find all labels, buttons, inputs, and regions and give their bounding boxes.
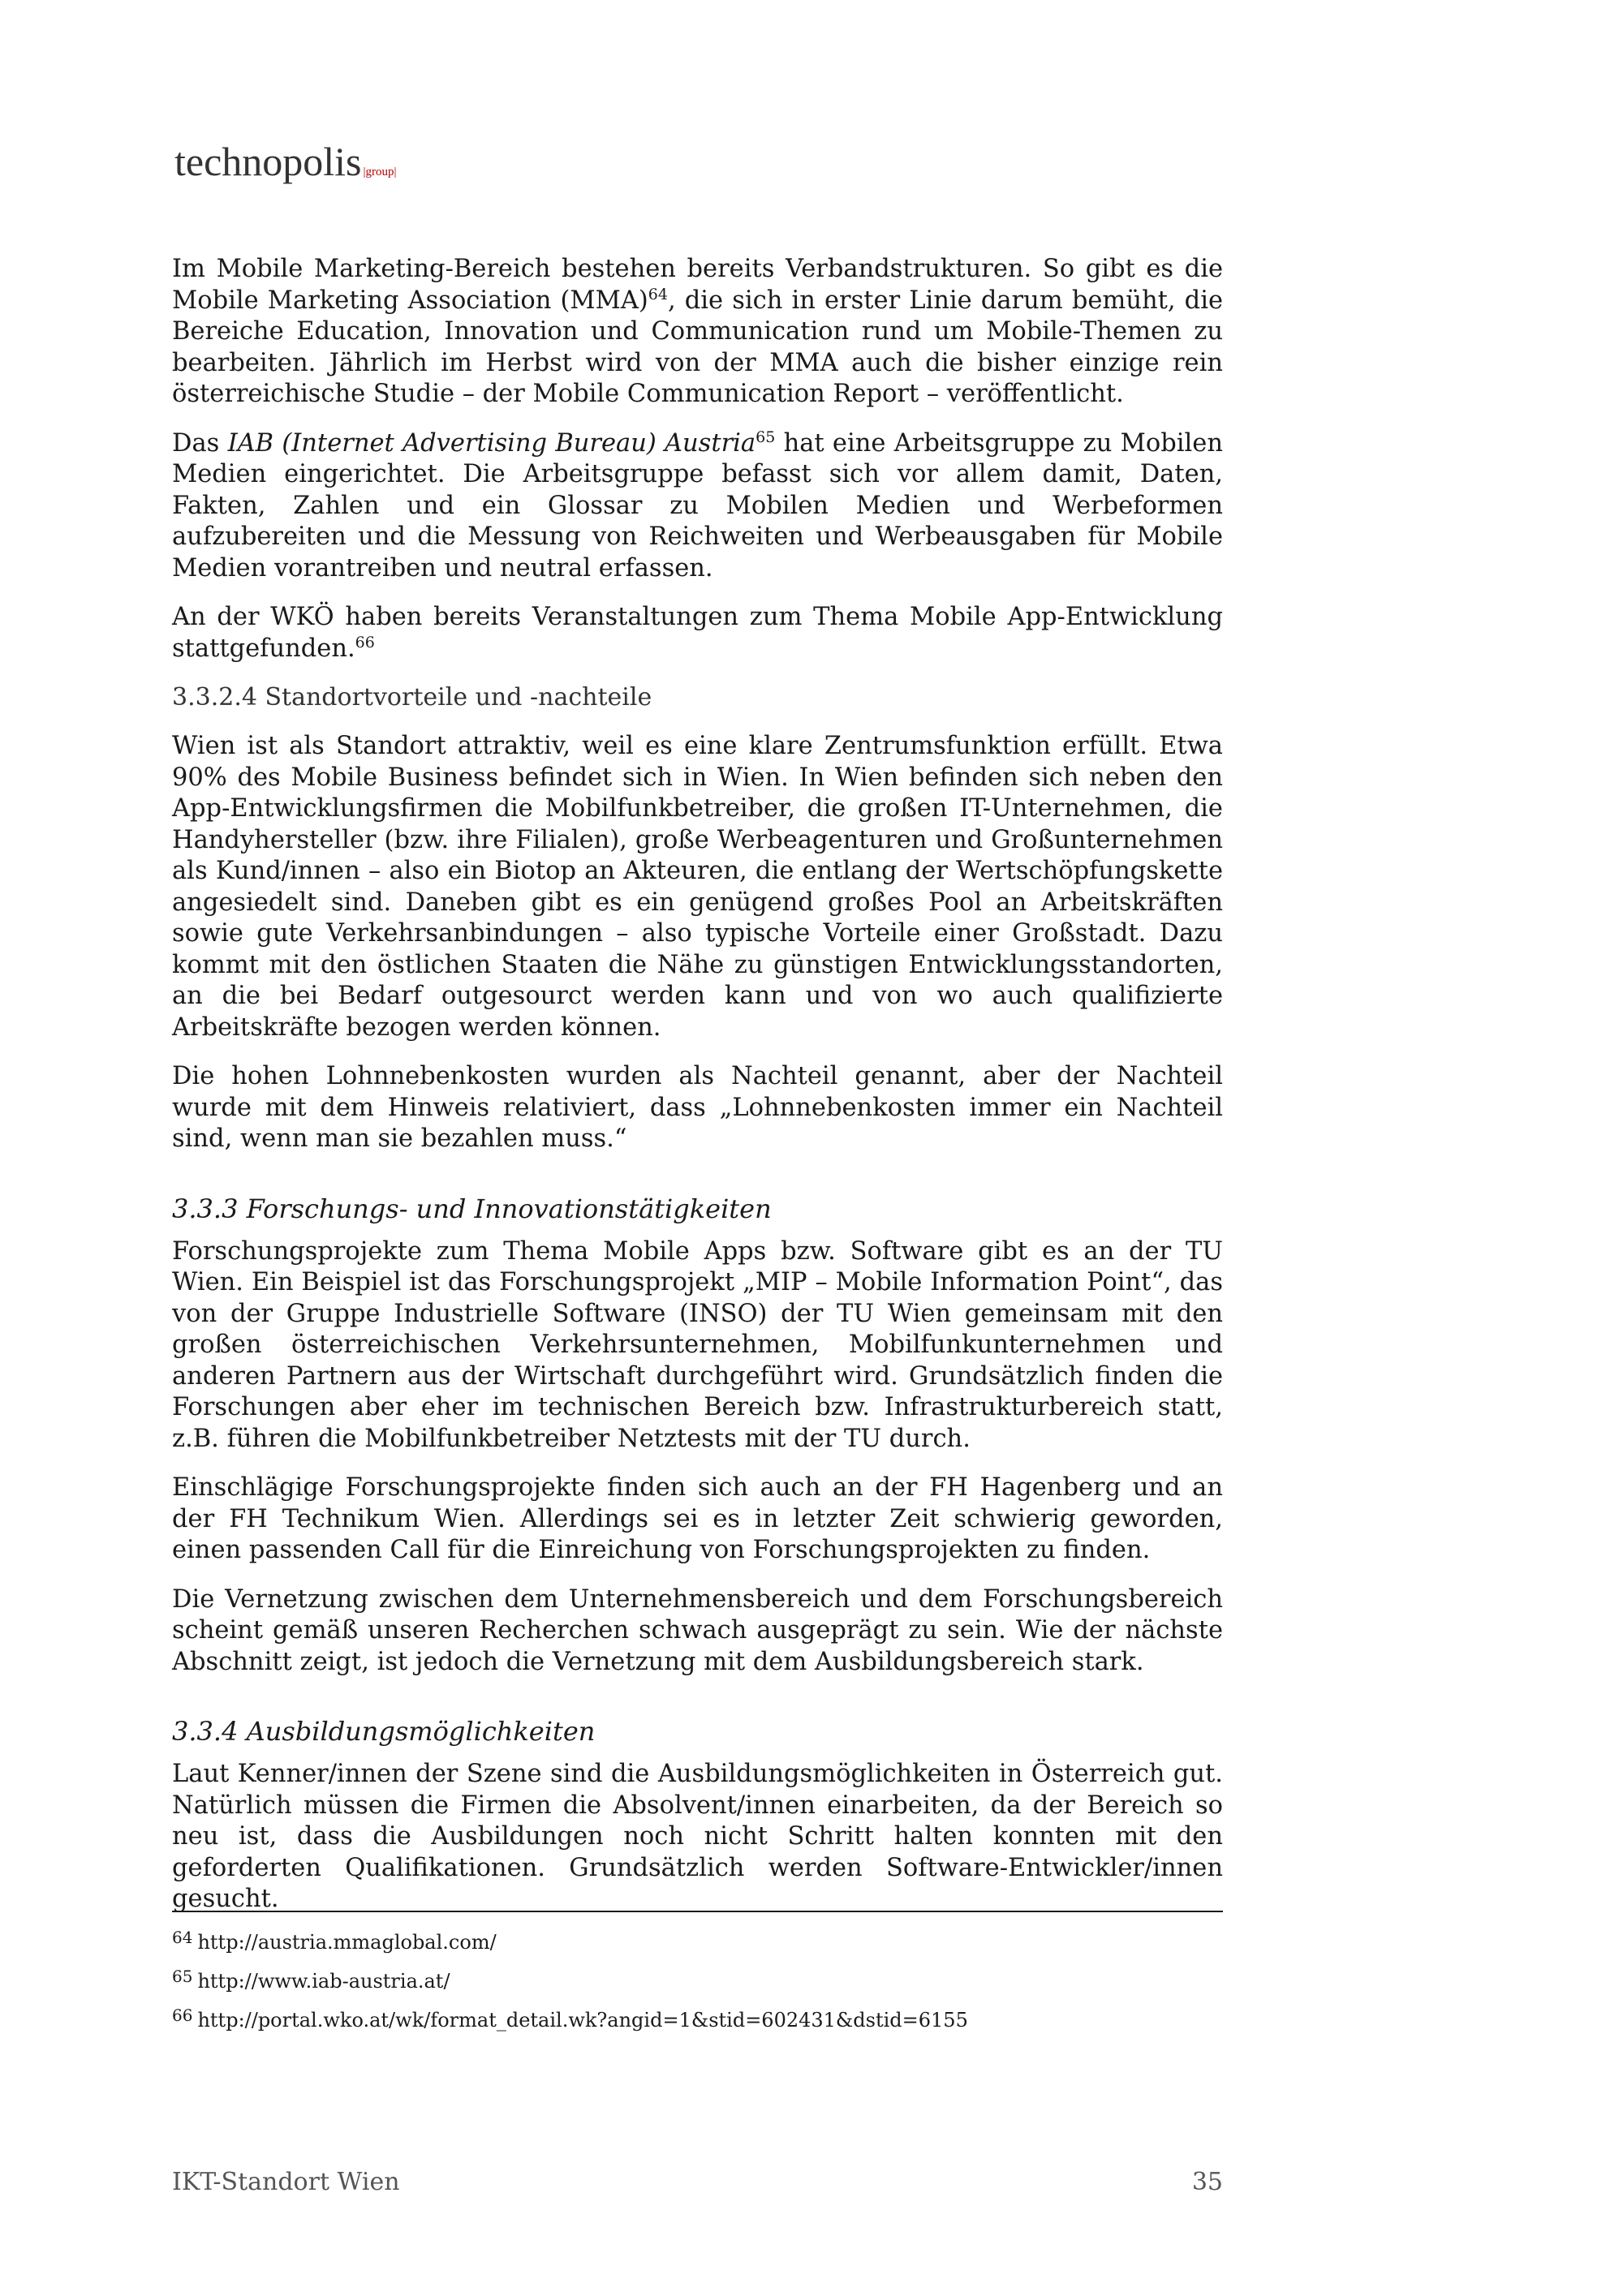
footnote-link[interactable]: http://portal.wko.at/wk/format_detail.wk?angid=1&stid=602431&dstid=6155 bbox=[197, 2009, 968, 2032]
footnote-number: 64 bbox=[172, 1928, 193, 1947]
paragraph-text: An der WKÖ haben bereits Veranstaltungen zum Thema Mobile App-Entwicklung stattgefunden. bbox=[172, 603, 1223, 663]
paragraph-text: Das bbox=[172, 428, 228, 458]
heading-3-3-3: 3.3.3 Forschungs- und Innovationstätigkeiten bbox=[172, 1193, 772, 1224]
paragraph-iab bbox=[172, 428, 1223, 585]
paragraph-text: Im Mobile Marketing-Bereich bestehen bereits Verbandstrukturen. So gibt es die Mobile Marketing Association (MMA) bbox=[172, 255, 1223, 315]
iab-name-italic: IAB (Internet Advertising Bureau) Austria bbox=[227, 428, 756, 458]
footer-page-number: 35 bbox=[1191, 2168, 1223, 2196]
heading-3-3-2-4: 3.3.2.4 Standortvorteile und -nachteile bbox=[172, 683, 652, 712]
footnote-link[interactable]: http://www.iab-austria.at/ bbox=[197, 1970, 450, 1993]
paragraph-standort-vorteile: Wien ist als Standort attraktiv, weil es eine klare Zentrumsfunktion erfüllt. Etwa 90% des Mobile Business befindet sich in Wien. In Wien befinden sich neben den App-Entwicklungsfirmen die Mobilfunkbetreiber, die großen IT-Unternehmen, die Handyhersteller (bzw. ihre Filialen), große Werbeagenturen und Großunternehmen als Kund/innen – also ein Biotop an Akteuren, die entlang der Wertschöpfungskette angesiedelt sind. Daneben gibt es ein genügend großes Pool an Arbeitskräften sowie gute Verkehrsanbindungen – also typische Vorteile einer Großstadt. Dazu kommt mit den östlichen Staaten die Nähe zu günstigen Entwicklungsstandorten, an die bei Bedarf outgesourct werden kann und von wo auch qualifizierte Arbeitskräfte bezogen werden können. bbox=[172, 732, 1223, 1042]
footer-document-title: IKT-Standort Wien bbox=[172, 2168, 400, 2196]
footnote-ref-64[interactable]: 64 bbox=[648, 285, 668, 303]
footnote-divider bbox=[172, 1911, 1223, 1912]
footnote-number: 66 bbox=[172, 2006, 193, 2025]
footnote-66 bbox=[172, 2003, 1223, 2032]
paragraph-einschlaegige: Einschlägige Forschungsprojekte finden sich auch an der FH Hagenberg und an der FH Technikum Wien. Allerdings sei es in letzter Zeit schwierig geworden, einen passenden Call für die Einreichung von Forschungsprojekten zu finden. bbox=[172, 1473, 1223, 1564]
technopolis-logo bbox=[174, 138, 397, 185]
footnote-ref-65[interactable]: 65 bbox=[756, 428, 776, 446]
document-body bbox=[172, 254, 1223, 1933]
footnotes-section bbox=[172, 1911, 1223, 2042]
footnote-link[interactable]: http://austria.mmaglobal.com/ bbox=[197, 1931, 497, 1954]
paragraph-text-rest: hat eine Arbeitsgruppe zu Mobilen Medien eingerichtet. Die Arbeitsgruppe befasst sich vor allem damit, Daten, Fakten, Zahlen und ein Glossar zu Mobilen Medien und Werbeformen aufzubereiten und die Messung von Reichweiten und Werbeausgaben für Mobile Medien vorantreiben und neutral erfassen. bbox=[172, 428, 1223, 583]
footnote-number: 65 bbox=[172, 1967, 193, 1986]
paragraph-wko bbox=[172, 602, 1223, 664]
logo-main-text: technopolis bbox=[174, 139, 362, 184]
paragraph-lohnnebenkosten: Die hohen Lohnnebenkosten wurden als Nachteil genannt, aber der Nachteil wurde mit dem Hinweis relativiert, dass „Lohnnebenkosten immer ein Nachteil sind, wenn man sie bezahlen muss.“ bbox=[172, 1062, 1223, 1153]
paragraph-mma bbox=[172, 254, 1223, 411]
heading-3-3-4: 3.3.4 Ausbildungsmöglichkeiten bbox=[172, 1716, 596, 1747]
footnote-ref-66[interactable]: 66 bbox=[355, 633, 375, 651]
footnote-65 bbox=[172, 1964, 1223, 1993]
footnote-64 bbox=[172, 1925, 1223, 1954]
paragraph-ausbildung: Laut Kenner/innen der Szene sind die Ausbildungsmöglichkeiten in Österreich gut. Natürlich müssen die Firmen die Absolvent/innen einarbeiten, da der Bereich so neu ist, dass die Ausbildungen noch nicht Schritt halten konnten mit den geforderten Qualifikationen. Grundsätzlich werden Software-Entwickler/innen gesucht. bbox=[172, 1760, 1223, 1913]
paragraph-vernetzung: Die Vernetzung zwischen dem Unternehmensbereich und dem Forschungsbereich scheint gemäß unseren Recherchen schwach ausgeprägt zu sein. Wie der nächste Abschnitt zeigt, ist jedoch die Vernetzung mit dem Ausbildungsbereich stark. bbox=[172, 1584, 1223, 1676]
paragraph-forschungsprojekte: Forschungsprojekte zum Thema Mobile Apps bzw. Software gibt es an der TU Wien. Ein Beispiel ist das Forschungsprojekt „MIP – Mobile Information Point“, das von der Gruppe Industrielle Software (INSO) der TU Wien gemeinsam mit den großen österreichischen Verkehrsunternehmen, Mobilfunkunternehmen und anderen Partnern aus der Wirtschaft durchgeführt wird. Grundsätzlich finden die Forschungen aber eher im technischen Bereich bzw. Infrastrukturbereich statt, z.B. führen die Mobilfunkbetreiber Netztests mit der TU durch. bbox=[172, 1236, 1223, 1453]
paragraph-text-rest: , die sich in erster Linie darum bemüht, die Bereiche Education, Innovation und Communication rund um Mobile-Themen zu bearbeiten. Jährlich im Herbst wird von der MMA auch die bisher einzige rein österreichische Studie – der Mobile Communication Report – veröffentlicht. bbox=[172, 286, 1224, 408]
logo-group-text: |group| bbox=[363, 166, 397, 178]
